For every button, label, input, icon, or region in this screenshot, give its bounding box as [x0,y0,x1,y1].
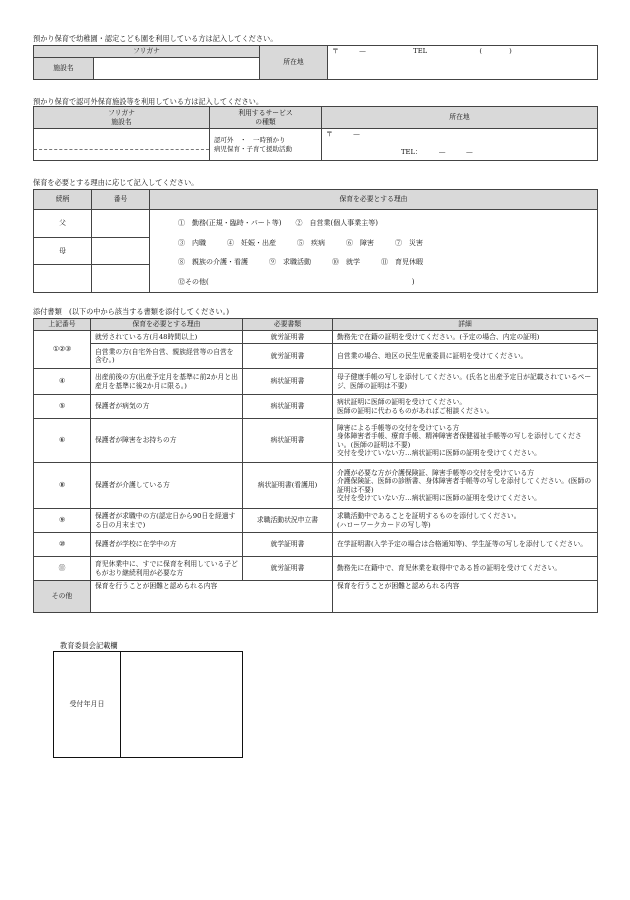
service-type-header [210,107,322,129]
service-type-label-2: の種類 [255,117,276,126]
doc-row-number: ④ [34,369,91,395]
doc-row-reason: 保護者が病気の方 [91,395,243,419]
facility-name-label: 施設名 [34,58,94,79]
doc-row-reason: 保護者が求職中の方(認定日から90日を経過する日の月末まで) [91,509,243,533]
doc-row-number: ⑩ [34,533,91,557]
extra-relation-field[interactable] [34,265,92,293]
doc-row-document: 就労証明書 [243,557,333,581]
kindergarten-table [33,45,598,80]
doc-row-number: ①②③ [34,331,91,369]
relation-header: 続柄 [34,190,92,210]
facility-name-field[interactable] [94,58,259,79]
furigana-label: フリガナ [108,109,135,118]
location-field[interactable] [322,129,598,161]
doc-row-detail: 在学証明書(入学予定の場合は合格通知等)、学生証等の写しを添付してください。 [333,533,598,557]
service-option-line1: 認可外 ・ 一時預かり [214,136,286,145]
doc-row-detail: 自営業の場合、地区の民生児童委員に証明を受けてください。 [333,344,598,369]
service-type-label-1: 利用するサービス [238,109,293,118]
doc-row-reason: 保護者が介護している方 [91,463,243,509]
postal-mark: 〒 — [326,130,360,138]
doc-row-detail: 勤務先で在籍の証明を受けてください。(予定の場合、内定の証明) [333,331,598,344]
doc-header-reason: 保育を必要とする理由 [91,319,243,331]
location-field[interactable] [328,46,598,80]
doc-row-number: ⑪ [34,557,91,581]
tel-paren: ( ) [479,47,512,55]
doc-row-detail: 介護が必要な方が介護保険証、障害手帳等の交付を受けている方 介護保険証、医師の診断書、身体障害者手帳等の写しを添付してください。(医師の証明は不要) 交付を受けていない方…病状証明に医師の証明を受けてください。 [333,463,598,509]
doc-row-number: ⑥ [34,419,91,463]
doc-row-detail: 勤務先に在籍中で、育児休業を取得中である旨の証明を受けてください。 [333,557,598,581]
doc-row-document: 就労証明書 [243,331,333,344]
doc-row-document: 病状証明書 [243,369,333,395]
mother-label: 母 [34,237,92,265]
reason-header: 保育を必要とする理由 [150,190,598,210]
board-box [53,651,243,758]
doc-row-number: ⑨ [34,509,91,533]
facility-name-cell[interactable] [34,129,210,161]
doc-row-other-label: その他 [34,581,91,613]
other-reason-field[interactable]: 保育を行うことが困難と認められる内容 [91,581,333,613]
doc-row-document: 病状証明書 [243,395,333,419]
doc-row-reason: 育児休業中に、すでに保育を利用している子どもがおり継続利用が必要な方 [91,557,243,581]
service-option-line2: 病児保育・子育て援助活動 [214,144,292,153]
tel-label: TEL： — — [401,148,473,157]
received-date-label: 受付年月日 [54,652,121,757]
mother-number-field[interactable] [92,237,150,265]
received-date-field[interactable] [121,652,242,757]
unlicensed-facility-table [33,106,598,161]
reason-line3: ⑧ 親族の介護・看護 ⑨ 求職活動 ⑩ 就学 ⑪ 育児休暇 [178,258,423,266]
father-number-field[interactable] [92,210,150,238]
documents-table [33,318,598,613]
doc-row-document: 就労証明書 [243,344,333,369]
doc-row-reason: 保護者が障害をお持ちの方 [91,419,243,463]
doc-row-reason: 就労されている方(月48時間以上) [91,331,243,344]
doc-header-detail: 詳細 [333,319,598,331]
doc-row-reason: 自営業の方(自宅外自営、親族経営等の自営を含む。) [91,344,243,369]
doc-row-reason: 保護者が学校に在学中の方 [91,533,243,557]
doc-header-number: 上記番号 [34,319,91,331]
doc-row-document: 病状証明書(看護用) [243,463,333,509]
extra-number-field[interactable] [92,265,150,293]
board-title: 教育委員会記載欄 [60,641,118,650]
doc-row-number: ⑧ [34,463,91,509]
section4-title: 添付書類 (以下の中から該当する書類を添付してください。) [33,307,230,316]
tel-label: TEL [413,47,428,55]
reason-line4: ⑫その他( ) [178,277,415,286]
doc-row-detail: 障害による手帳等の交付を受けている方 身体障害者手帳、療育手帳、精神障害者保健福祉手帳等の写しを添付してください。(医師の証明は不要) 交付を受けていない方…病状証明に医師の証明を受けてください。 [333,419,598,463]
doc-row-detail: 病状証明に医師の証明を受けてください。 医師の証明に代わるものがあればご相談ください。 [333,395,598,419]
doc-row-document: 求職活動状況申立書 [243,509,333,533]
furigana-label: フリガナ [34,46,260,58]
reason-line2: ③ 内職 ④ 妊娠・出産 ⑤ 疾病 ⑥ 障害 ⑦ 災害 [178,238,423,247]
postal-mark: 〒 — [332,47,366,55]
reason-list [150,210,598,293]
location-header: 所在地 [322,107,598,129]
doc-row-number: ⑤ [34,395,91,419]
reason-line1: ① 勤務(正規・臨時・パート等) ② 自営業(個人事業主等) [178,219,378,227]
facility-name-row [34,58,260,80]
father-label: 父 [34,210,92,238]
doc-row-document: 病状証明書 [243,419,333,463]
doc-row-reason: 出産前後の方(出産予定月を基準に前2か月と出産月を基準に後2か月に限る。) [91,369,243,395]
doc-row-document: 就学証明書 [243,533,333,557]
number-header: 番号 [92,190,150,210]
facility-name-label: 施設名 [111,117,132,126]
section1-title: 預かり保育で幼稚園・認定こども園を利用している方は記入してください。 [33,34,278,43]
facility-header [34,107,210,129]
doc-row-detail: 母子健康手帳の写しを添付してください。(氏名と出産予定日が記載されているページ、医師の証明は不要) [333,369,598,395]
service-type-options[interactable] [210,129,322,161]
reason-table [33,189,598,293]
doc-header-document: 必要書類 [243,319,333,331]
section3-title: 保育を必要とする理由に応じて記入してください。 [33,178,199,187]
section2-title: 預かり保育で認可外保育施設等を利用している方は記入してください。 [33,97,264,106]
doc-row-detail: 求職活動中であることを証明するものを添付してください。 (ハローワークカードの写し等) [333,509,598,533]
other-detail-field[interactable]: 保育を行うことが困難と認められる内容 [333,581,598,613]
location-label: 所在地 [260,46,328,80]
